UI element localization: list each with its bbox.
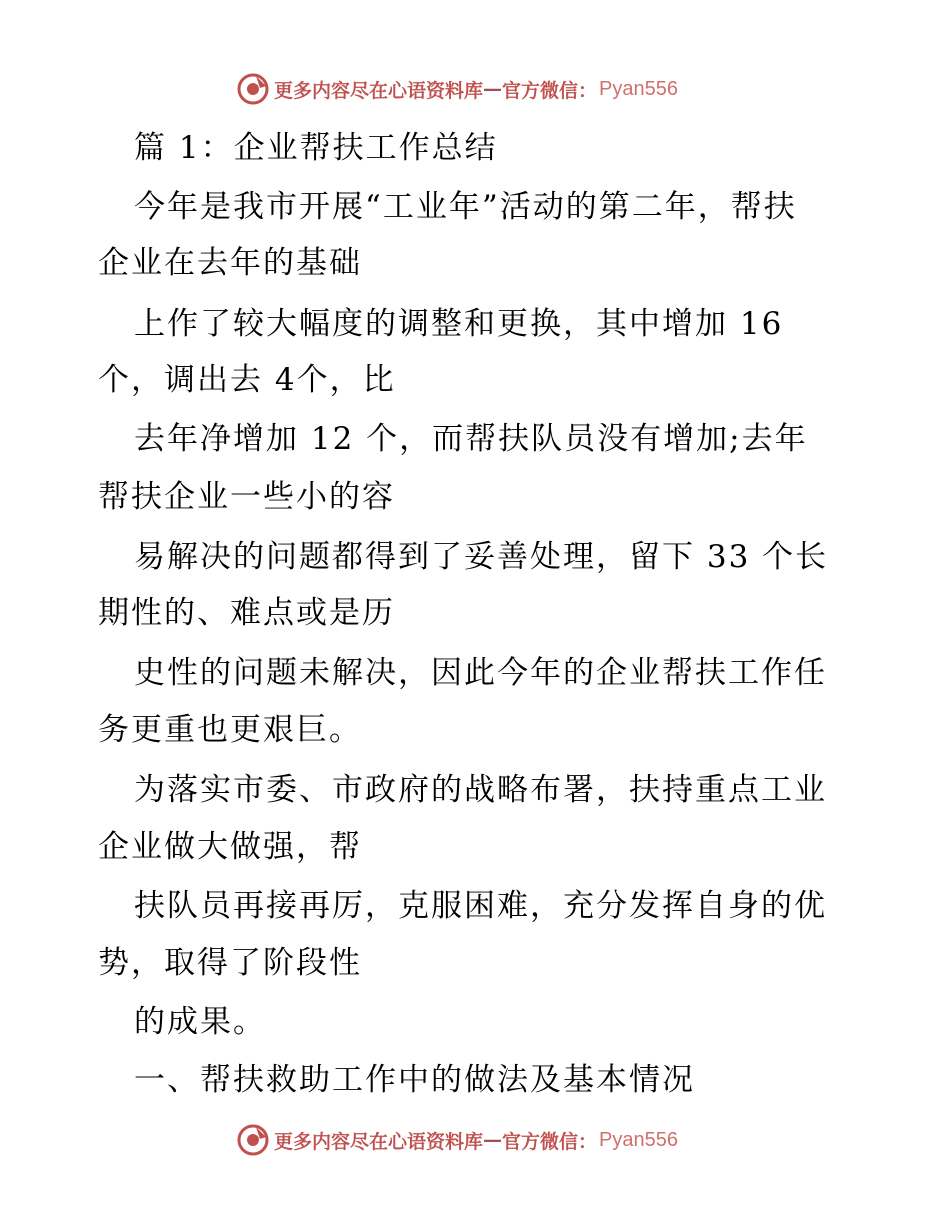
banner-title: 更多内容尽在心语资料库 <box>274 79 484 102</box>
banner-title: 更多内容尽在心语资料库 <box>274 1130 484 1153</box>
paragraph-line: 扶队员再接再厉，克服困难，充分发挥自身的优 <box>134 888 827 924</box>
paragraph-line: 期性的、难点或是历 <box>98 595 395 631</box>
section-title: 篇 1：企业帮扶工作总结 <box>134 130 498 166</box>
paragraph-line: 上作了较大幅度的调整和更换，其中增加 16 <box>134 306 784 342</box>
paragraph-line: 务更重也更艰巨。 <box>98 712 362 748</box>
paragraph-line: 的成果。 <box>134 1004 266 1040</box>
paragraph-line: 企业在去年的基础 <box>98 245 362 281</box>
paragraph-line: 帮扶企业一些小的容 <box>98 479 395 515</box>
banner-wechat-label: 官方微信： <box>502 79 598 102</box>
paragraph-line: 企业做大做强，帮 <box>98 829 362 865</box>
brand-logo-icon <box>236 1123 270 1157</box>
paragraph-line: 为落实市委、市政府的战略布署，扶持重点工业 <box>134 772 827 808</box>
banner-separator: — <box>483 1129 503 1151</box>
paragraph-line: 今年是我市开展“工业年”活动的第二年，帮扶 <box>134 189 797 225</box>
banner-wechat-id: Pyan556 <box>599 1128 678 1151</box>
banner-wechat-id: Pyan556 <box>599 77 678 100</box>
paragraph-line: 个，调出去 4个，比 <box>98 362 396 398</box>
section-heading: 一、帮扶救助工作中的做法及基本情况 <box>134 1062 695 1098</box>
footer-banner <box>236 1122 678 1158</box>
brand-logo-icon <box>236 72 270 106</box>
paragraph-line: 势，取得了阶段性 <box>98 945 362 981</box>
paragraph-line: 去年净增加 12 个，而帮扶队员没有增加;去年 <box>134 421 808 457</box>
paragraph-line: 易解决的问题都得到了妥善处理，留下 33 个长 <box>134 539 829 575</box>
header-banner <box>236 71 678 107</box>
banner-wechat-label: 官方微信： <box>502 1130 598 1153</box>
paragraph-line: 史性的问题未解决，因此今年的企业帮扶工作任 <box>134 655 827 691</box>
banner-separator: — <box>483 78 503 100</box>
